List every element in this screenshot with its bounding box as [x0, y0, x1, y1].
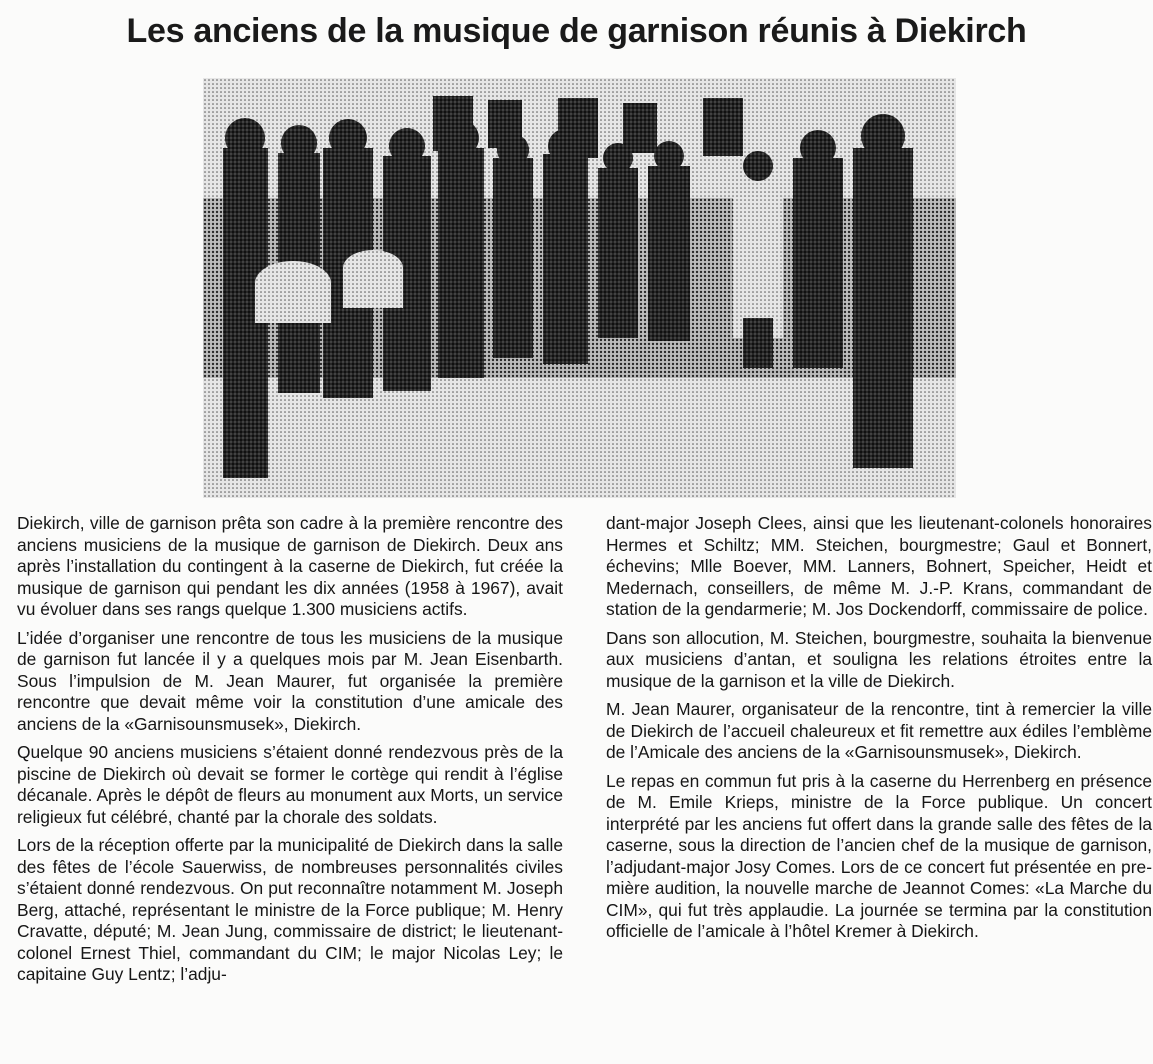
- paragraph: Quelque 90 anciens musiciens s’étaient donné rendezvous près de la piscine de Diekirch où devait se former le cortège qui rendit à l’église décanale. Après le dépôt de fleurs au monument aux Morts, un service religieux fut célébré, chanté par la chorale des soldats.: [17, 742, 563, 827]
- paragraph: dant-major Joseph Clees, ainsi que les lieutenant-colonels honoraires Hermes et Schiltz; MM. Steichen, bourgmestre; Gaul et Bonnert, échevins; Mlle Boever, MM. Lanners, Bohnert, Speicher, Heidt et Medernach, conseillers, de même M. J.-P. Krans, commandant de station de la gendarmerie; M. Jos Dockendorff, commissaire de police.: [606, 513, 1152, 619]
- paragraph: Le repas en commun fut pris à la caserne du Herrenberg en présence de M. Emile Krieps, ministre de la Force publique. Un concert interprété par les anciens fut offert dans la grande salle des fêtes de la caserne, sous la direction de l’ancien chef de la musique de garnison, l’adjudant-major Josy Comes. Lors de ce concert fut présentée en première audition, la nouvelle marche de Jeannot Comes: «La Marche du CIM», qui fut très applaudie. La journée se termina par la constitution officielle de l’amicale à l’hôtel Kremer à Diekirch.: [606, 770, 1152, 941]
- article-photo: [203, 78, 956, 498]
- article-headline: Les anciens de la musique de garnison réunis à Diekirch: [126, 12, 1027, 50]
- military-band-photo-icon: [203, 78, 956, 498]
- paragraph: Diekirch, ville de garnison prêta son cadre à la première rencontre des anciens musiciens de la musique de garnison de Diekirch. Deux ans après l’installation du contingent à la caserne de Diekirch, fut créée la musique de garnison qui pendant les dix années (1958 à 1967), avait vu évoluer dans ses rangs quelque 1.300 musiciens actifs.: [17, 513, 563, 619]
- paragraph: L’idée d’organiser une rencontre de tous les musiciens de la musique de garnison fut lancée il y a quelques mois par M. Jean Eisenbarth. Sous l’impulsion de M. Jean Maurer, fut organisée la première rencontre que devait même voir la constitution d’une amicale des anciens de la «Garnisounsmusek», Diekirch.: [17, 627, 563, 734]
- paragraph: M. Jean Maurer, organisateur de la rencontre, tint à remercier la ville de Diekirch de l’accueil chaleureux et fit remettre aux édiles l’emblème de l’Amicale des anciens de la «Garnisounsmusek», Diekirch.: [606, 699, 1152, 762]
- paragraph: Dans son allocution, M. Steichen, bourgmestre, souhaita la bienvenue aux musiciens d’antan, et souligna les relations étroites entre la musique de la garnison et la ville de Diekirch.: [606, 627, 1152, 691]
- article-right-column: [606, 513, 1152, 950]
- article-left-column: [17, 513, 563, 993]
- paragraph: Lors de la réception offerte par la municipalité de Diekirch dans la salle des fêtes de l’école Sauerwiss, de nombreuses personnalités civiles s’étaient donné rendezvous. On put reconnaître notamment M. Joseph Berg, attaché, représentant le ministre de la Force publique; M. Henry Cravatte, député; M. Jean Jung, commissaire de district; le lieutenant-colonel Ernest Thiel, commandant du CIM; le major Nicolas Ley; le capitaine Guy Lentz; l’adju-: [17, 835, 563, 984]
